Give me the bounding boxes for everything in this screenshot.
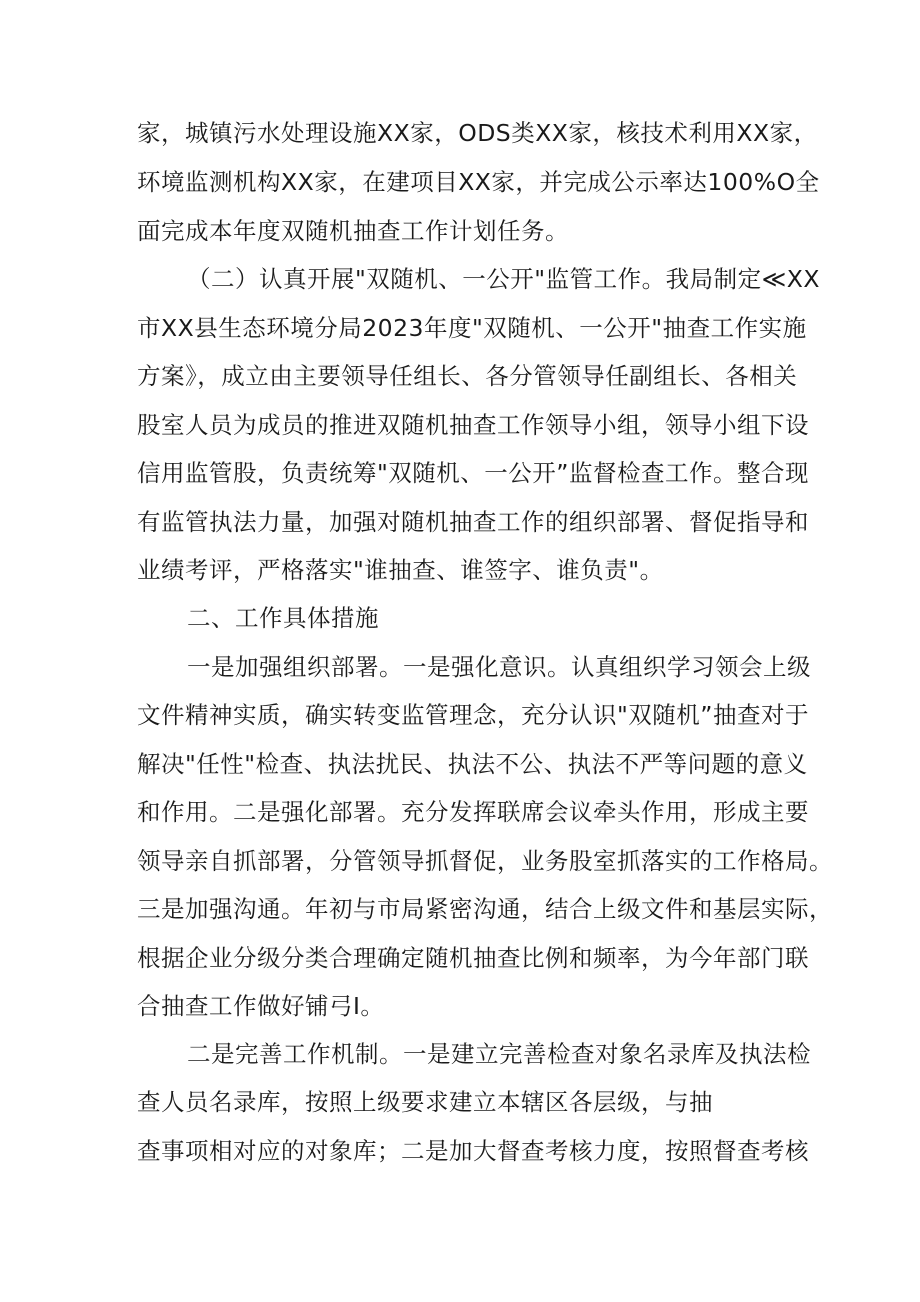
text-line: 有监管执法力量，加强对随机抽查工作的组织部署、督促指导和 (137, 508, 809, 536)
paragraph-first-line: 一是加强组织部署。一是强化意识。认真组织学习领会上级 (187, 653, 811, 681)
text-line: 三是加强沟通。年初与市局紧密沟通，结合上级文件和基层实际， (137, 895, 833, 923)
paragraph-first-line: 二是完善工作机制。一是建立完善检查对象名录库及执法检 (187, 1040, 811, 1068)
text-line: 市XX县生态环境分局2023年度"双随机、一公开"抽查工作实施 (137, 314, 807, 342)
text-line: 合抽查工作做好铺弓I。 (137, 992, 385, 1020)
text-line: 信用监管股，负责统筹"双随机、一公开”监督检查工作。整合现 (137, 459, 809, 487)
section-heading: 二、工作具体措施 (187, 604, 379, 632)
paragraph-heading-line: （二）认真开展"双随机、一公开"监管工作。我局制定≪XX (187, 265, 820, 293)
text-line: 查人员名录库，按照上级要求建立本辖区各层级，与抽 (137, 1088, 713, 1116)
text-line: 解决"任性"检查、执法扰民、执法不公、执法不严等问题的意义 (137, 750, 808, 778)
text-line: 面完成本年度双随机抽查工作计划任务。 (137, 217, 569, 245)
text-line: 环境监测机构XX家，在建项目XX家，并完成公示率达100%O全 (137, 168, 820, 196)
text-line: 业绩考评，严格落实"谁抽查、谁签字、谁负责"。 (137, 556, 664, 584)
text-line: 和作用。二是强化部署。充分发挥联席会议牵头作用，形成主要 (137, 798, 809, 826)
text-line: 领导亲自抓部署，分管领导抓督促，业务股室抓落实的工作格局。 (137, 847, 833, 875)
text-line: 家，城镇污水处理设施XX家，ODS类XX家，核技术利用XX家， (137, 119, 818, 147)
text-line: 根据企业分级分类合理确定随机抽查比例和频率，为今年部门联 (137, 944, 809, 972)
text-line: 文件精神实质，确实转变监管理念，充分认识"双随机”抽查对于 (137, 701, 809, 729)
text-line: 查事项相对应的对象库；二是加大督查考核力度，按照督查考核 (137, 1137, 809, 1165)
text-line: 方案》，成立由主要领导任组长、各分管领导任副组长、各相关 (137, 362, 798, 390)
text-line: 股室人员为成员的推进双随机抽查工作领导小组，领导小组下设 (137, 411, 809, 439)
